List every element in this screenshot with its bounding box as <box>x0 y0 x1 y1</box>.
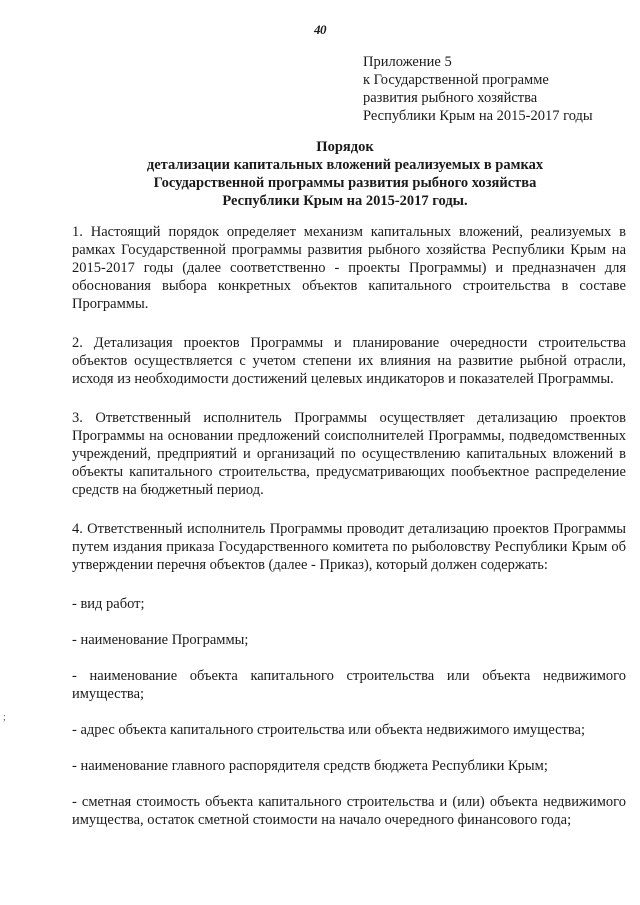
appendix-reference <box>363 53 633 125</box>
appendix-line: к Государственной программе <box>363 72 549 88</box>
list-item: - наименование объекта капитального строительства или объекта недвижимого имущества; <box>72 668 626 702</box>
title-line: Государственной программы развития рыбного хозяйства <box>153 175 537 191</box>
appendix-line: Приложение 5 <box>363 54 452 70</box>
paragraph-4: 4. Ответственный исполнитель Программы проводит детализацию проектов Программы путем издания приказа Государственного комитета по рыболовству Республики Крым об утверждении перечня объектов (далее - Приказ), который должен содержать: <box>72 521 626 573</box>
list-item: - сметная стоимость объекта капитального строительства и (или) объекта недвижимого имущества, остаток сметной стоимости на начало очередного финансового года; <box>72 794 626 828</box>
appendix-line: Республики Крым на 2015-2017 годы <box>363 108 593 124</box>
paragraph-3: 3. Ответственный исполнитель Программы осуществляет детализацию проектов Программы на основании предложений соисполнителей Программы, подведомственных учреждений, предприятий и организаций по осуществлению капитальных вложений в объекты капитального строительства, предусматривающих пообъектное распределение средств на бюджетный период. <box>72 410 626 498</box>
title-line: Республики Крым на 2015-2017 годы. <box>222 193 468 209</box>
list-item: - наименование Программы; <box>72 632 249 648</box>
title-line: детализации капитальных вложений реализуемых в рамках <box>146 157 544 173</box>
title-line: Порядок <box>316 139 374 155</box>
appendix-line: развития рыбного хозяйства <box>363 90 538 106</box>
margin-mark: ; <box>3 712 6 723</box>
paragraph-2: 2. Детализация проектов Программы и планирование очередности строительства объектов осуществляется с учетом степени их влияния на развитие рыбной отрасли, исходя из необходимости достижений целевых индикаторов и показателей Программы. <box>72 335 626 387</box>
page-number: 40 <box>314 22 326 37</box>
document-title <box>60 138 630 210</box>
list-item: - наименование главного распорядителя средств бюджета Республики Крым; <box>72 758 548 774</box>
list-item: - вид работ; <box>72 596 145 612</box>
document-body <box>72 223 626 847</box>
list-item: - адрес объекта капитального строительства или объекта недвижимого имущества; <box>72 722 586 738</box>
paragraph-1: 1. Настоящий порядок определяет механизм капитальных вложений, реализуемых в рамках Государственной программы развития рыбного хозяйства Республики Крым на 2015-2017 годы (далее соответственно - проекты Программы) и предназначен для обоснования выбора конкретных объектов капитального строительства в составе Программы. <box>72 224 626 312</box>
